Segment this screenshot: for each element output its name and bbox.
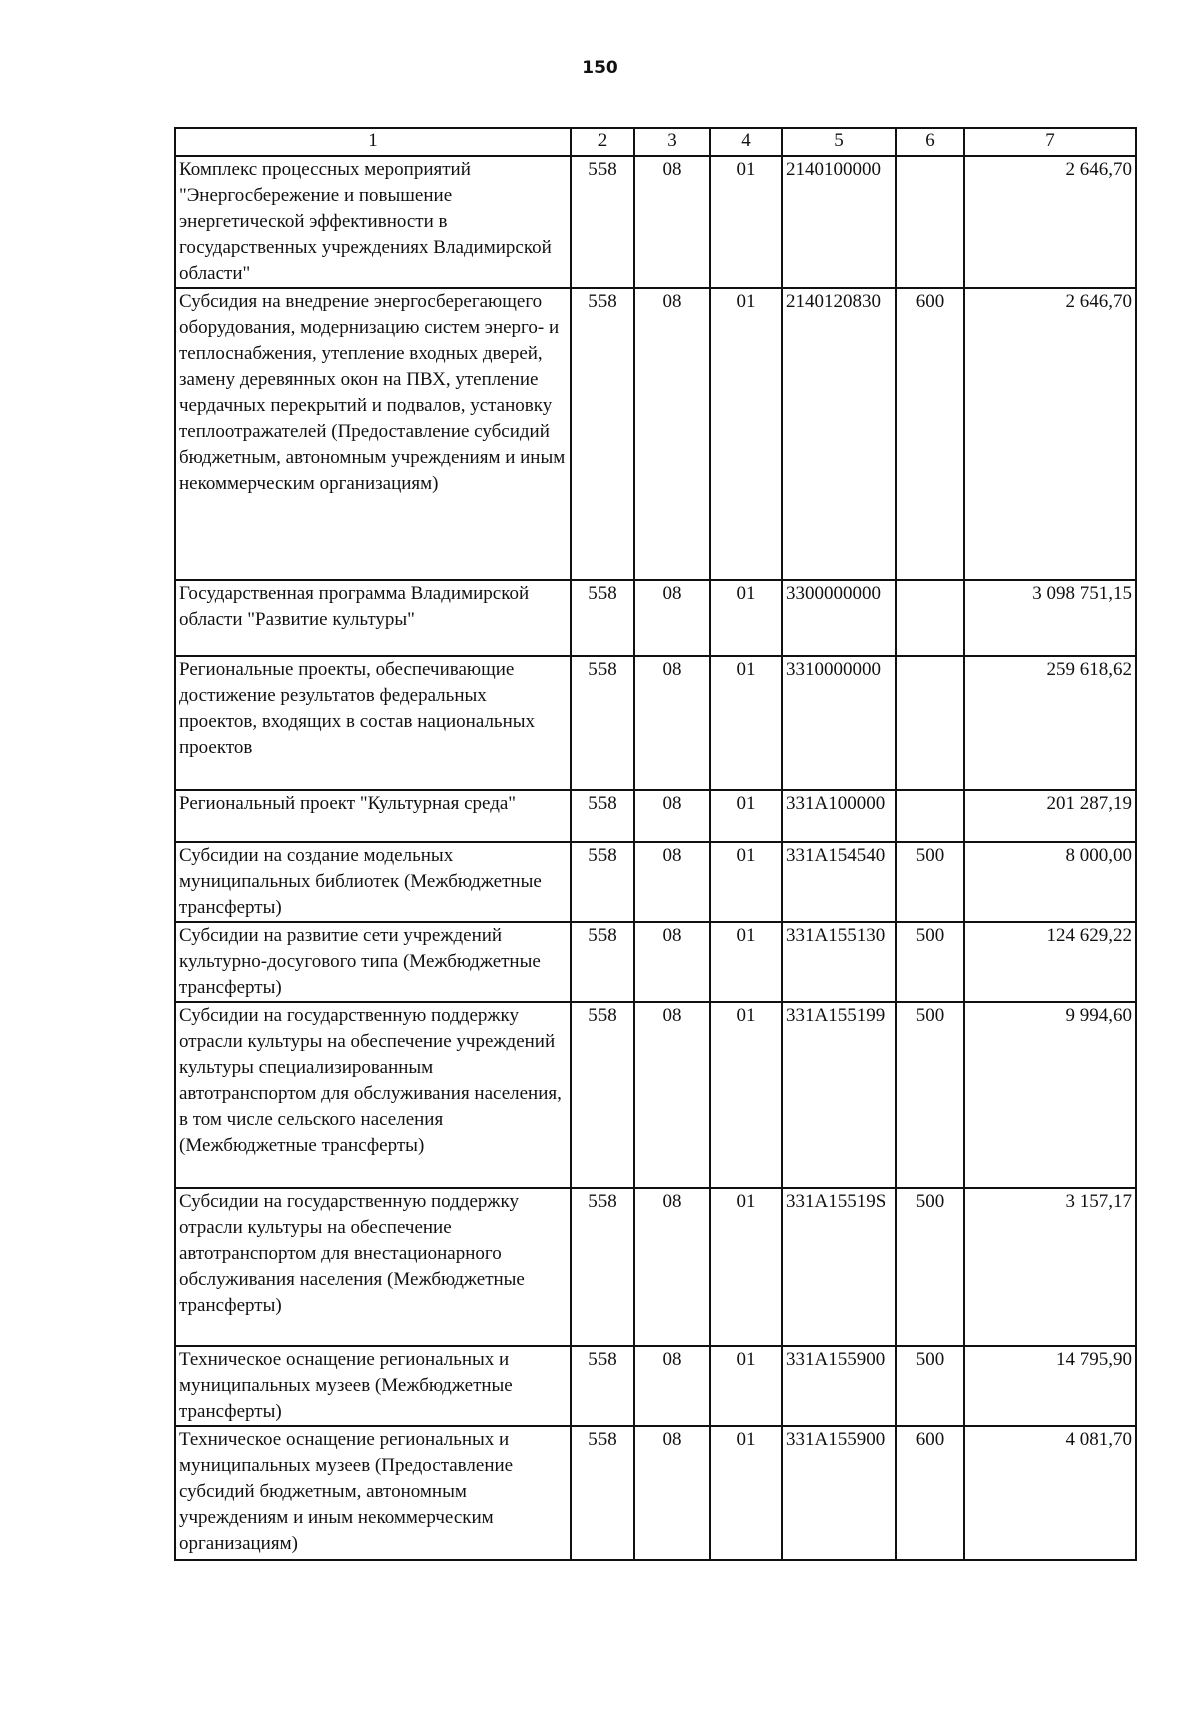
section-code: 08	[634, 656, 710, 790]
table-row	[175, 790, 1136, 842]
amount: 201 287,19	[964, 790, 1136, 842]
row-description: Комплекс процессных мероприятий "Энергосбережение и повышение энергетической эффективности в государственных учреждениях Владимирской области"	[175, 156, 571, 288]
subsection-code: 01	[710, 1346, 782, 1426]
expense-type-code: 600	[896, 1426, 964, 1560]
table-row	[175, 156, 1136, 288]
ministry-code: 558	[571, 790, 634, 842]
target-article-code: 331A155900	[782, 1346, 896, 1426]
table-row	[175, 1002, 1136, 1188]
ministry-code: 558	[571, 1346, 634, 1426]
row-description: Региональные проекты, обеспечивающие достижение результатов федеральных проектов, входящих в состав национальных проектов	[175, 656, 571, 790]
ministry-code: 558	[571, 288, 634, 580]
amount: 2 646,70	[964, 156, 1136, 288]
subsection-code: 01	[710, 288, 782, 580]
table-row	[175, 842, 1136, 922]
section-code: 08	[634, 1346, 710, 1426]
column-header: 2	[571, 128, 634, 156]
expense-type-code	[896, 156, 964, 288]
row-description: Субсидии на государственную поддержку отрасли культуры на обеспечение учреждений культуры специализированным автотранспортом для обслуживания населения, в том числе сельского населения (Межбюджетные трансферты)	[175, 1002, 571, 1188]
ministry-code: 558	[571, 656, 634, 790]
amount: 3 157,17	[964, 1188, 1136, 1346]
subsection-code: 01	[710, 922, 782, 1002]
amount: 124 629,22	[964, 922, 1136, 1002]
target-article-code: 331A155900	[782, 1426, 896, 1560]
row-description: Субсидии на создание модельных муниципальных библиотек (Межбюджетные трансферты)	[175, 842, 571, 922]
ministry-code: 558	[571, 1002, 634, 1188]
ministry-code: 558	[571, 580, 634, 656]
amount: 14 795,90	[964, 1346, 1136, 1426]
table-row	[175, 922, 1136, 1002]
section-code: 08	[634, 580, 710, 656]
expense-type-code: 600	[896, 288, 964, 580]
amount: 259 618,62	[964, 656, 1136, 790]
expense-type-code	[896, 580, 964, 656]
table-row	[175, 1346, 1136, 1426]
amount: 4 081,70	[964, 1426, 1136, 1560]
table-row	[175, 580, 1136, 656]
row-description: Субсидия на внедрение энергосберегающего оборудования, модернизацию систем энерго- и теплоснабжения, утепление входных дверей, замену деревянных окон на ПВХ, утепление чердачных перекрытий и подвалов, установку теплоотражателей (Предоставление субсидий бюджетным, автономным учреждениям и иным некоммерческим организациям)	[175, 288, 571, 580]
expense-type-code: 500	[896, 1002, 964, 1188]
section-code: 08	[634, 922, 710, 1002]
column-header: 4	[710, 128, 782, 156]
section-code: 08	[634, 1002, 710, 1188]
subsection-code: 01	[710, 156, 782, 288]
subsection-code: 01	[710, 790, 782, 842]
target-article-code: 2140120830	[782, 288, 896, 580]
ministry-code: 558	[571, 1188, 634, 1346]
target-article-code: 331A15519S	[782, 1188, 896, 1346]
target-article-code: 331A155130	[782, 922, 896, 1002]
section-code: 08	[634, 842, 710, 922]
row-description: Техническое оснащение региональных и муниципальных музеев (Межбюджетные трансферты)	[175, 1346, 571, 1426]
subsection-code: 01	[710, 1002, 782, 1188]
expense-type-code: 500	[896, 1188, 964, 1346]
amount: 3 098 751,15	[964, 580, 1136, 656]
ministry-code: 558	[571, 922, 634, 1002]
target-article-code: 331A155199	[782, 1002, 896, 1188]
expense-type-code: 500	[896, 1346, 964, 1426]
target-article-code: 2140100000	[782, 156, 896, 288]
row-description: Техническое оснащение региональных и муниципальных музеев (Предоставление субсидий бюджетным, автономным учреждениям и иным некоммерческим организациям)	[175, 1426, 571, 1560]
row-description: Государственная программа Владимирской области "Развитие культуры"	[175, 580, 571, 656]
amount: 2 646,70	[964, 288, 1136, 580]
target-article-code: 3300000000	[782, 580, 896, 656]
target-article-code: 331A154540	[782, 842, 896, 922]
expense-type-code	[896, 656, 964, 790]
amount: 8 000,00	[964, 842, 1136, 922]
table-row	[175, 1426, 1136, 1560]
target-article-code: 3310000000	[782, 656, 896, 790]
row-description: Субсидии на государственную поддержку отрасли культуры на обеспечение автотранспортом для внестационарного обслуживания населения (Межбюджетные трансферты)	[175, 1188, 571, 1346]
column-header: 3	[634, 128, 710, 156]
section-code: 08	[634, 288, 710, 580]
ministry-code: 558	[571, 842, 634, 922]
subsection-code: 01	[710, 842, 782, 922]
ministry-code: 558	[571, 1426, 634, 1560]
subsection-code: 01	[710, 656, 782, 790]
column-header: 7	[964, 128, 1136, 156]
target-article-code: 331A100000	[782, 790, 896, 842]
section-code: 08	[634, 1188, 710, 1346]
column-number-row	[175, 128, 1136, 156]
column-header: 6	[896, 128, 964, 156]
budget-table	[174, 127, 1137, 1561]
expense-type-code: 500	[896, 922, 964, 1002]
table-row	[175, 1188, 1136, 1346]
section-code: 08	[634, 156, 710, 288]
page-number: 150	[582, 58, 618, 78]
subsection-code: 01	[710, 580, 782, 656]
column-header: 1	[175, 128, 571, 156]
row-description: Региональный проект "Культурная среда"	[175, 790, 571, 842]
ministry-code: 558	[571, 156, 634, 288]
column-header: 5	[782, 128, 896, 156]
section-code: 08	[634, 790, 710, 842]
row-description: Субсидии на развитие сети учреждений культурно-досугового типа (Межбюджетные трансферты)	[175, 922, 571, 1002]
subsection-code: 01	[710, 1188, 782, 1346]
section-code: 08	[634, 1426, 710, 1560]
expense-type-code	[896, 790, 964, 842]
table-row	[175, 656, 1136, 790]
expense-type-code: 500	[896, 842, 964, 922]
amount: 9 994,60	[964, 1002, 1136, 1188]
table-row	[175, 288, 1136, 580]
subsection-code: 01	[710, 1426, 782, 1560]
